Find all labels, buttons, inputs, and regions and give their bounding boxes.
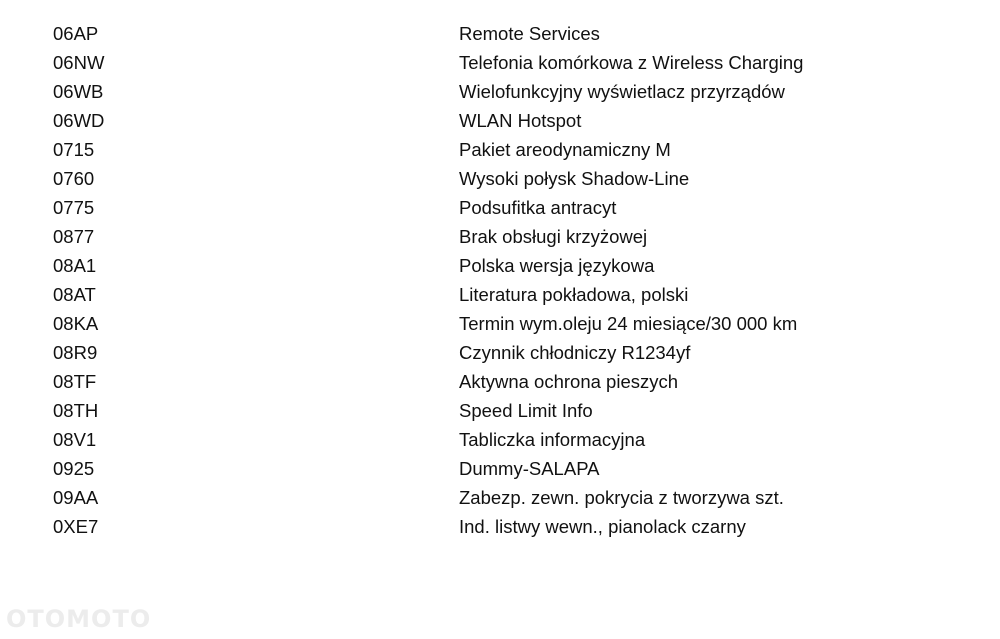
option-row	[0, 280, 1000, 309]
option-description: Dummy-SALAPA	[459, 458, 600, 479]
option-description: Polska wersja językowa	[459, 255, 655, 276]
option-row	[0, 19, 1000, 48]
option-code: 06WB	[53, 81, 104, 102]
option-description: Wielofunkcyjny wyświetlacz przyrządów	[459, 81, 785, 102]
option-row	[0, 309, 1000, 338]
option-row	[0, 251, 1000, 280]
option-description: WLAN Hotspot	[459, 110, 582, 131]
option-row	[0, 135, 1000, 164]
option-description: Pakiet areodynamiczny M	[459, 139, 671, 160]
option-code: 0775	[53, 197, 95, 218]
option-row	[0, 512, 1000, 541]
option-description: Zabezp. zewn. pokrycia z tworzywa szt.	[459, 487, 784, 508]
option-description: Brak obsługi krzyżowej	[459, 226, 648, 247]
options-list	[0, 19, 1000, 541]
option-row	[0, 48, 1000, 77]
option-row	[0, 454, 1000, 483]
option-code: 0XE7	[53, 516, 99, 537]
option-description: Podsufitka antracyt	[459, 197, 617, 218]
option-row	[0, 222, 1000, 251]
option-description: Speed Limit Info	[459, 400, 593, 421]
option-row	[0, 106, 1000, 135]
option-code: 0760	[53, 168, 95, 189]
option-code: 08TH	[53, 400, 99, 421]
option-code: 06AP	[53, 23, 99, 44]
option-description: Telefonia komórkowa z Wireless Charging	[459, 52, 804, 73]
option-description: Czynnik chłodniczy R1234yf	[459, 342, 691, 363]
option-code: 08KA	[53, 313, 99, 334]
option-description: Termin wym.oleju 24 miesiące/30 000 km	[459, 313, 798, 334]
option-code: 08AT	[53, 284, 96, 305]
option-code: 06WD	[53, 110, 105, 131]
option-code: 0715	[53, 139, 95, 160]
option-row	[0, 193, 1000, 222]
option-description: Aktywna ochrona pieszych	[459, 371, 679, 392]
option-row	[0, 396, 1000, 425]
option-description: Literatura pokładowa, polski	[459, 284, 689, 305]
option-row	[0, 77, 1000, 106]
option-row	[0, 425, 1000, 454]
option-code: 08R9	[53, 342, 98, 363]
option-code: 08V1	[53, 429, 97, 450]
option-description: Tabliczka informacyjna	[459, 429, 646, 450]
option-row	[0, 483, 1000, 512]
option-code: 0877	[53, 226, 95, 247]
option-description: Remote Services	[459, 23, 600, 44]
option-description: Ind. listwy wewn., pianolack czarny	[459, 516, 746, 537]
option-code: 09AA	[53, 487, 99, 508]
option-code: 0925	[53, 458, 95, 479]
option-row	[0, 367, 1000, 396]
option-row	[0, 164, 1000, 193]
option-code: 08TF	[53, 371, 97, 392]
option-code: 08A1	[53, 255, 97, 276]
option-row	[0, 338, 1000, 367]
watermark-logo: OTOMOTO	[6, 605, 152, 633]
option-code: 06NW	[53, 52, 105, 73]
option-description: Wysoki połysk Shadow-Line	[459, 168, 690, 189]
